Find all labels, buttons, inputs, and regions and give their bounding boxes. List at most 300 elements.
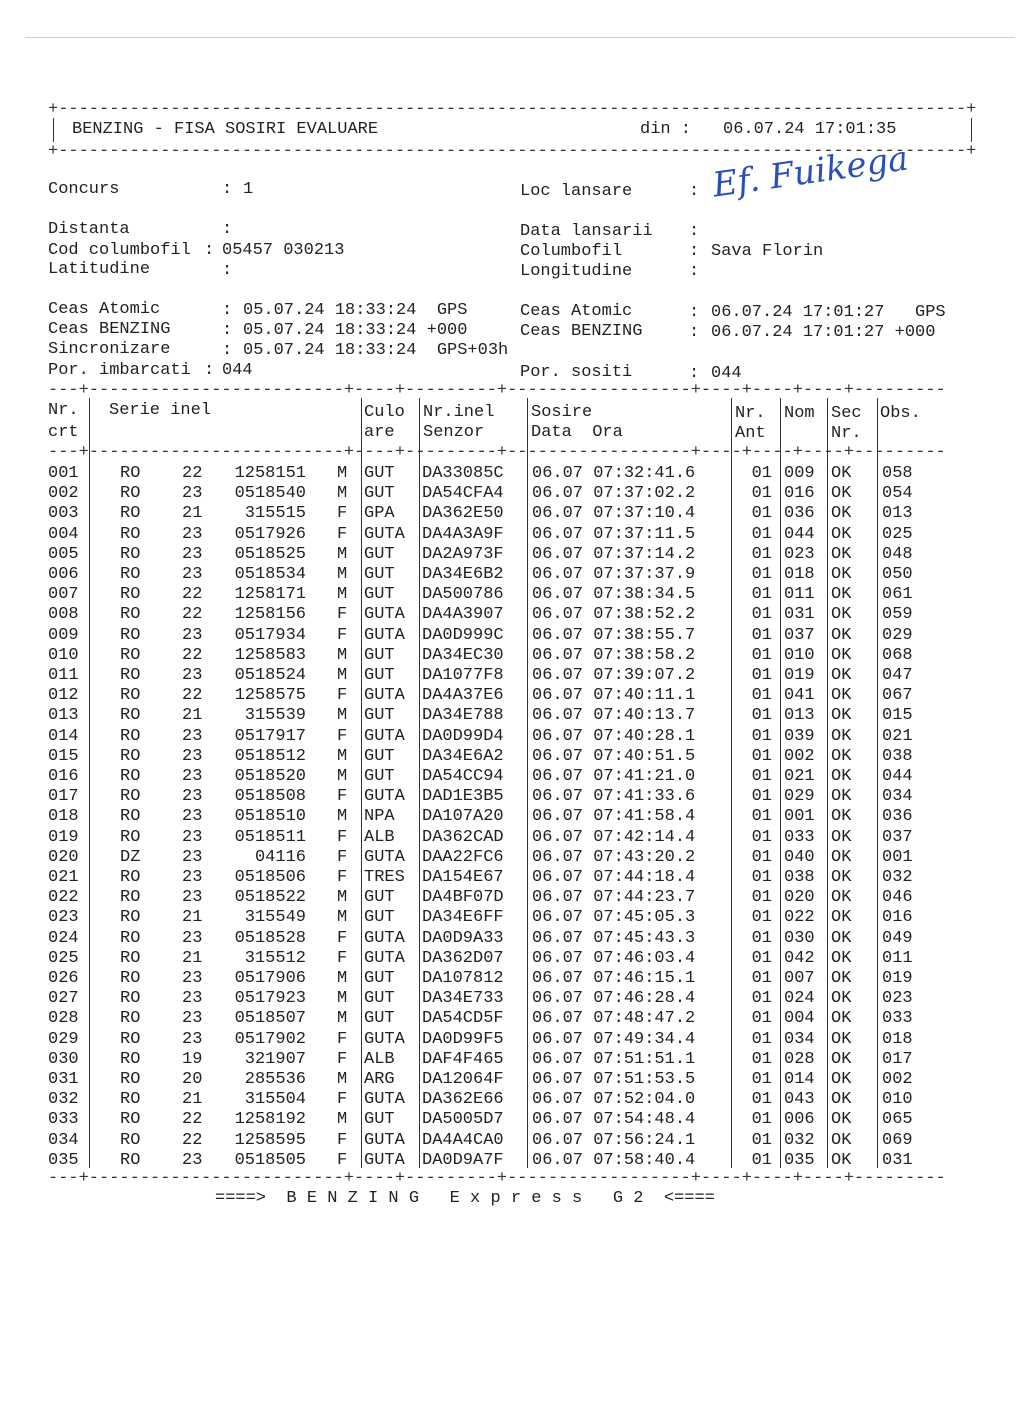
- sex: M: [337, 807, 348, 827]
- nr-ant: 01: [751, 908, 772, 928]
- table-row: [0, 1009, 1024, 1029]
- table-row: [0, 1050, 1024, 1070]
- sex: F: [337, 1150, 348, 1170]
- obs: 021: [882, 726, 913, 746]
- ring-country: RO: [120, 645, 141, 665]
- arrival-time: 06.07 07:39:07.2: [532, 666, 696, 685]
- color: GUTA: [364, 625, 405, 645]
- colon: :: [689, 242, 700, 261]
- sensor-ring: DAA22FC6: [422, 847, 504, 867]
- nr-ant: 01: [751, 888, 772, 908]
- ring-year: 23: [182, 726, 203, 746]
- ring-year: 22: [182, 585, 203, 605]
- table-row: [0, 868, 1024, 888]
- nom: 033: [784, 827, 815, 847]
- color: ARG: [364, 1070, 395, 1089]
- color: GUTA: [364, 524, 405, 544]
- nr-ant: 01: [751, 989, 772, 1009]
- concurs-label: Concurs: [48, 180, 120, 199]
- nr-ant: 01: [751, 666, 772, 685]
- obs: 036: [882, 807, 913, 827]
- row-nr: 018: [48, 807, 79, 827]
- nom: 020: [784, 888, 815, 908]
- sex: F: [337, 726, 348, 746]
- color: ALB: [364, 1049, 395, 1069]
- sex: F: [337, 1130, 348, 1150]
- sex: M: [337, 888, 348, 908]
- table-row: [0, 626, 1024, 646]
- color: GUTA: [364, 1090, 405, 1110]
- ring-number: 0518512: [234, 746, 306, 766]
- sec-status: OK: [831, 888, 852, 908]
- obs: 054: [882, 484, 913, 504]
- row-nr: 002: [48, 484, 79, 504]
- table-row: [0, 1090, 1024, 1110]
- sensor-ring: DA2A973F: [422, 544, 504, 564]
- ring-number: 1258595: [234, 1130, 306, 1150]
- sincronizare-label: Sincronizare: [48, 340, 171, 359]
- row-nr: 032: [48, 1090, 79, 1110]
- sensor-ring: DA362D07: [422, 948, 504, 968]
- ring-year: 23: [182, 827, 203, 847]
- nom: 029: [784, 787, 815, 807]
- row-nr: 004: [48, 524, 79, 544]
- table-row: [0, 727, 1024, 747]
- color: GUT: [364, 565, 395, 584]
- nr-ant: 01: [751, 1150, 772, 1170]
- sec-status: OK: [831, 1070, 852, 1089]
- nr-ant: 01: [751, 1049, 772, 1069]
- nom: 006: [784, 1110, 815, 1130]
- ring-number: 0517926: [234, 524, 306, 544]
- ring-year: 23: [182, 847, 203, 867]
- ring-number: 321907: [244, 1049, 306, 1069]
- color: GUT: [364, 585, 395, 605]
- obs: 017: [882, 1049, 913, 1069]
- row-nr: 008: [48, 605, 79, 625]
- arrival-time: 06.07 07:41:33.6: [532, 787, 696, 807]
- sex: M: [337, 969, 348, 988]
- sex: M: [337, 544, 348, 564]
- colon: :: [222, 180, 233, 199]
- nr-ant: 01: [751, 544, 772, 564]
- ring-country: RO: [120, 1090, 141, 1110]
- ring-number: 0518506: [234, 868, 306, 887]
- ring-year: 23: [182, 484, 203, 504]
- cod-label: Cod columbofil: [48, 241, 191, 260]
- obs: 046: [882, 888, 913, 908]
- nom: 022: [784, 908, 815, 928]
- ring-country: RO: [120, 1150, 141, 1170]
- sex: M: [337, 1110, 348, 1130]
- obs: 001: [882, 847, 913, 867]
- sensor-ring: DA4A3A9F: [422, 524, 504, 544]
- ring-number: 0518520: [234, 767, 306, 786]
- sensor-ring: DA0D999C: [422, 625, 504, 645]
- table-row: [0, 787, 1024, 807]
- nr-ant: 01: [751, 504, 772, 524]
- color: GUT: [364, 888, 395, 908]
- sec-status: OK: [831, 605, 852, 625]
- ring-number: 1258171: [234, 585, 306, 605]
- ring-year: 23: [182, 746, 203, 766]
- nom: 032: [784, 1130, 815, 1150]
- ceas-benzing-start: 05.07.24 18:33:24 +000: [243, 321, 468, 340]
- color: GUT: [364, 746, 395, 766]
- ring-country: RO: [120, 1110, 141, 1130]
- sec-status: OK: [831, 908, 852, 928]
- row-nr: 025: [48, 948, 79, 968]
- colon: :: [204, 361, 215, 380]
- th-nrinel: Nr.inel: [423, 403, 495, 422]
- ring-number: 0517906: [234, 969, 306, 988]
- sex: M: [337, 464, 348, 483]
- table-row: [0, 807, 1024, 827]
- footer-banner: ====> B E N Z I N G E x p r e s s G 2 <====: [215, 1189, 715, 1208]
- ring-country: RO: [120, 1009, 141, 1029]
- ring-country: RO: [120, 464, 141, 483]
- sensor-ring: DA362E50: [422, 504, 504, 524]
- colon: :: [689, 364, 700, 383]
- th-sosire: Sosire: [531, 403, 593, 422]
- ring-year: 23: [182, 625, 203, 645]
- th-sec-nr: Nr.: [831, 424, 862, 443]
- ring-year: 23: [182, 868, 203, 887]
- sec-status: OK: [831, 969, 852, 988]
- nr-ant: 01: [751, 565, 772, 584]
- nom: 040: [784, 847, 815, 867]
- obs: 059: [882, 605, 913, 625]
- sensor-ring: DA1077F8: [422, 666, 504, 685]
- color: NPA: [364, 807, 395, 827]
- title-box-right: [971, 118, 972, 142]
- sec-status: OK: [831, 544, 852, 564]
- ring-year: 22: [182, 464, 203, 483]
- color: GUTA: [364, 686, 405, 706]
- sensor-ring: DA54CFA4: [422, 484, 504, 504]
- arrival-time: 06.07 07:58:40.4: [532, 1150, 696, 1170]
- row-nr: 011: [48, 666, 79, 685]
- obs: 049: [882, 928, 913, 948]
- ring-year: 23: [182, 807, 203, 827]
- ring-country: RO: [120, 868, 141, 887]
- nr-ant: 01: [751, 726, 772, 746]
- colon: :: [689, 323, 700, 342]
- row-nr: 005: [48, 544, 79, 564]
- ring-number: 1258583: [234, 645, 306, 665]
- row-nr: 007: [48, 585, 79, 605]
- sex: F: [337, 787, 348, 807]
- ring-number: 0517917: [234, 726, 306, 746]
- sensor-ring: DA4A3907: [422, 605, 504, 625]
- sec-status: OK: [831, 827, 852, 847]
- color: GUTA: [364, 726, 405, 746]
- ceas-benzing-label: Ceas BENZING: [48, 320, 171, 339]
- th-obs: Obs.: [880, 404, 921, 423]
- obs: 015: [882, 706, 913, 726]
- color: GUT: [364, 1009, 395, 1029]
- ring-year: 22: [182, 686, 203, 706]
- ring-number: 315512: [244, 948, 306, 968]
- din-value: 06.07.24 17:01:35: [723, 120, 897, 139]
- nr-ant: 01: [751, 787, 772, 807]
- ring-country: RO: [120, 524, 141, 544]
- sec-status: OK: [831, 1130, 852, 1150]
- sex: M: [337, 746, 348, 766]
- sositi-value: 044: [711, 364, 742, 383]
- arrival-time: 06.07 07:40:28.1: [532, 726, 696, 746]
- obs: 002: [882, 1070, 913, 1089]
- arrival-time: 06.07 07:42:14.4: [532, 827, 696, 847]
- sensor-ring: DA0D99D4: [422, 726, 504, 746]
- ring-country: RO: [120, 787, 141, 807]
- imbarcati-label: Por. imbarcati: [48, 361, 191, 380]
- sex: F: [337, 1090, 348, 1110]
- ring-year: 23: [182, 989, 203, 1009]
- ring-number: 0518508: [234, 787, 306, 807]
- row-nr: 031: [48, 1070, 79, 1089]
- sex: M: [337, 767, 348, 786]
- arrival-time: 06.07 07:54:48.4: [532, 1110, 696, 1130]
- obs: 061: [882, 585, 913, 605]
- nom: 011: [784, 585, 815, 605]
- sositi-label: Por. sositi: [520, 363, 633, 382]
- sensor-ring: DA4A4CA0: [422, 1130, 504, 1150]
- sensor-ring: DA54CD5F: [422, 1009, 504, 1029]
- table-row: [0, 969, 1024, 989]
- ring-country: RO: [120, 1130, 141, 1150]
- color: GUT: [364, 666, 395, 685]
- row-nr: 029: [48, 1029, 79, 1049]
- nom: 035: [784, 1150, 815, 1170]
- arrival-time: 06.07 07:32:41.6: [532, 464, 696, 483]
- table-row: [0, 666, 1024, 686]
- sec-status: OK: [831, 928, 852, 948]
- row-nr: 013: [48, 706, 79, 726]
- row-nr: 003: [48, 504, 79, 524]
- row-nr: 030: [48, 1049, 79, 1069]
- arrival-time: 06.07 07:40:51.5: [532, 746, 696, 766]
- obs: 011: [882, 948, 913, 968]
- imbarcati-value: 044: [222, 361, 253, 380]
- obs: 050: [882, 565, 913, 584]
- obs: 032: [882, 868, 913, 887]
- table-row: [0, 545, 1024, 565]
- nom: 044: [784, 524, 815, 544]
- sex: F: [337, 868, 348, 887]
- cod-value: 05457 030213: [222, 241, 345, 260]
- sec-status: OK: [831, 524, 852, 544]
- colon: :: [689, 182, 700, 201]
- nom: 036: [784, 504, 815, 524]
- table-row: [0, 504, 1024, 524]
- table-row: [0, 1070, 1024, 1090]
- arrival-time: 06.07 07:40:13.7: [532, 706, 696, 726]
- sec-status: OK: [831, 645, 852, 665]
- longitudine-label: Longitudine: [520, 262, 633, 281]
- ring-number: 285536: [244, 1070, 306, 1089]
- color: GUT: [364, 969, 395, 988]
- ring-number: 0518534: [234, 565, 306, 584]
- sex: F: [337, 928, 348, 948]
- ring-country: RO: [120, 807, 141, 827]
- nom: 031: [784, 605, 815, 625]
- sensor-ring: DA34E6A2: [422, 746, 504, 766]
- nom: 028: [784, 1049, 815, 1069]
- nr-ant: 01: [751, 746, 772, 766]
- sex: M: [337, 1009, 348, 1029]
- table-row: [0, 585, 1024, 605]
- color: GUTA: [364, 1029, 405, 1049]
- sec-status: OK: [831, 585, 852, 605]
- sensor-ring: DA34E733: [422, 989, 504, 1009]
- color: GUTA: [364, 928, 405, 948]
- ring-country: RO: [120, 504, 141, 524]
- title-box-left: [53, 118, 54, 142]
- sensor-ring: DA107A20: [422, 807, 504, 827]
- nr-ant: 01: [751, 686, 772, 706]
- ring-year: 20: [182, 1070, 203, 1089]
- sec-status: OK: [831, 625, 852, 645]
- ring-year: 23: [182, 928, 203, 948]
- ceas-benzing-end: 06.07.24 17:01:27 +000: [711, 323, 936, 342]
- th-senzor: Senzor: [423, 423, 485, 442]
- page-edge-line: [25, 37, 1015, 38]
- arrival-time: 06.07 07:46:03.4: [532, 948, 696, 968]
- sensor-ring: DAF4F465: [422, 1049, 504, 1069]
- nr-ant: 01: [751, 847, 772, 867]
- nom: 043: [784, 1090, 815, 1110]
- sensor-ring: DA0D99F5: [422, 1029, 504, 1049]
- ring-number: 1258192: [234, 1110, 306, 1130]
- table-row: [0, 706, 1024, 726]
- row-nr: 021: [48, 868, 79, 887]
- sec-status: OK: [831, 565, 852, 584]
- ring-number: 0517902: [234, 1029, 306, 1049]
- obs: 033: [882, 1009, 913, 1029]
- nom: 013: [784, 706, 815, 726]
- sensor-ring: DA34E788: [422, 706, 504, 726]
- sensor-ring: DA12064F: [422, 1070, 504, 1089]
- ring-country: RO: [120, 746, 141, 766]
- table-row: [0, 767, 1024, 787]
- sex: F: [337, 847, 348, 867]
- table-row: [0, 1110, 1024, 1130]
- ring-country: DZ: [120, 847, 141, 867]
- nom: 019: [784, 666, 815, 685]
- color: GUTA: [364, 948, 405, 968]
- ring-country: RO: [120, 666, 141, 685]
- th-data-ora: Data Ora: [531, 423, 623, 442]
- arrival-time: 06.07 07:48:47.2: [532, 1009, 696, 1029]
- ring-year: 23: [182, 1009, 203, 1029]
- nr-ant: 01: [751, 807, 772, 827]
- arrival-time: 06.07 07:45:05.3: [532, 908, 696, 928]
- row-nr: 024: [48, 928, 79, 948]
- colon: :: [222, 261, 233, 280]
- table-row: [0, 565, 1024, 585]
- sec-status: OK: [831, 706, 852, 726]
- ring-country: RO: [120, 767, 141, 786]
- ring-country: RO: [120, 585, 141, 605]
- row-nr: 006: [48, 565, 79, 584]
- nom: 024: [784, 989, 815, 1009]
- row-nr: 010: [48, 645, 79, 665]
- ring-year: 23: [182, 787, 203, 807]
- ring-number: 0518525: [234, 544, 306, 564]
- ring-country: RO: [120, 1049, 141, 1069]
- nr-ant: 01: [751, 464, 772, 483]
- sensor-ring: DA4BF07D: [422, 888, 504, 908]
- obs: 065: [882, 1110, 913, 1130]
- ring-number: 0518522: [234, 888, 306, 908]
- table-row: [0, 949, 1024, 969]
- obs: 068: [882, 645, 913, 665]
- ring-country: RO: [120, 948, 141, 968]
- arrival-time: 06.07 07:37:02.2: [532, 484, 696, 504]
- th-sec: Sec: [831, 404, 862, 423]
- sex: F: [337, 1029, 348, 1049]
- ring-year: 21: [182, 1090, 203, 1110]
- sensor-ring: DA362CAD: [422, 827, 504, 847]
- nom: 037: [784, 625, 815, 645]
- arrival-time: 06.07 07:44:23.7: [532, 888, 696, 908]
- obs: 016: [882, 908, 913, 928]
- arrival-time: 06.07 07:43:20.2: [532, 847, 696, 867]
- arrival-time: 06.07 07:40:11.1: [532, 686, 696, 706]
- title-box-bottom: +-----------------------------------------------------------------------------------------+: [48, 142, 977, 161]
- columbofil-value: Sava Florin: [711, 242, 824, 261]
- arrival-time: 06.07 07:49:34.4: [532, 1029, 696, 1049]
- ring-year: 22: [182, 1110, 203, 1130]
- arrival-time: 06.07 07:52:04.0: [532, 1090, 696, 1110]
- ring-number: 0518524: [234, 666, 306, 685]
- nom: 038: [784, 868, 815, 887]
- row-nr: 009: [48, 625, 79, 645]
- ring-number: 1258575: [234, 686, 306, 706]
- sincronizare-value: 05.07.24 18:33:24 GPS+03h: [243, 341, 509, 360]
- data-lansarii-label: Data lansarii: [520, 222, 653, 241]
- ring-country: RO: [120, 989, 141, 1009]
- row-nr: 015: [48, 746, 79, 766]
- sensor-ring: DA34EC30: [422, 645, 504, 665]
- row-nr: 034: [48, 1130, 79, 1150]
- ring-country: RO: [120, 726, 141, 746]
- sec-status: OK: [831, 807, 852, 827]
- nr-ant: 01: [751, 645, 772, 665]
- row-nr: 027: [48, 989, 79, 1009]
- nr-ant: 01: [751, 969, 772, 988]
- ceas-atomic-label-2: Ceas Atomic: [520, 302, 633, 321]
- row-nr: 016: [48, 767, 79, 786]
- sec-status: OK: [831, 989, 852, 1009]
- nr-ant: 01: [751, 928, 772, 948]
- sex: M: [337, 565, 348, 584]
- row-nr: 017: [48, 787, 79, 807]
- sec-status: OK: [831, 948, 852, 968]
- ring-number: 0518540: [234, 484, 306, 504]
- sec-status: OK: [831, 484, 852, 504]
- ring-country: RO: [120, 565, 141, 584]
- obs: 047: [882, 666, 913, 685]
- ring-year: 23: [182, 544, 203, 564]
- sec-status: OK: [831, 1049, 852, 1069]
- row-nr: 033: [48, 1110, 79, 1130]
- table-row: [0, 929, 1024, 949]
- report-title: BENZING - FISA SOSIRI EVALUARE: [72, 120, 379, 139]
- ring-number: 315504: [244, 1090, 306, 1110]
- obs: 013: [882, 504, 913, 524]
